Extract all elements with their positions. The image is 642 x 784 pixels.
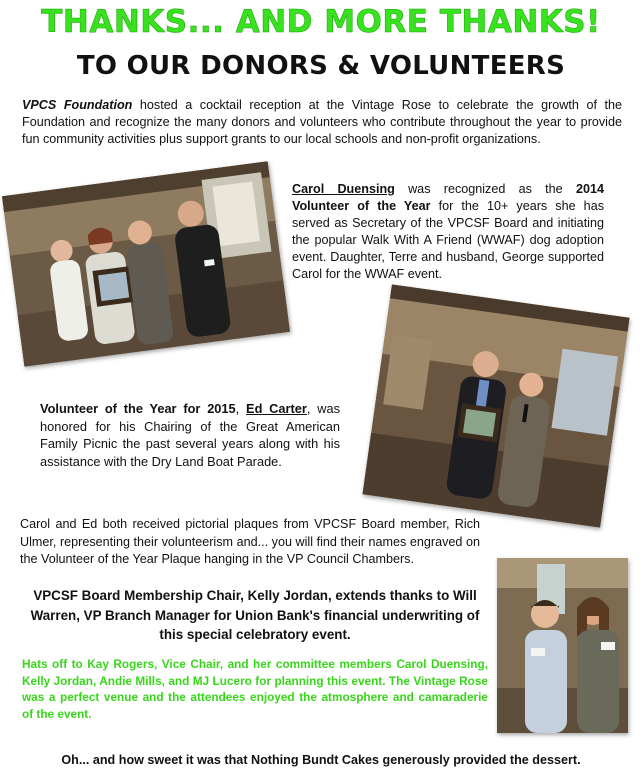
- hats-off-paragraph: Hats off to Kay Rogers, Vice Chair, and her committee members Carol Duensing, Kelly Jordan, Andie Mills, and MJ Lucero for planning this event. The Vintage Rose was a perfect venue and the attendees enjoyed the atmosphere and camaraderie of the event.: [22, 657, 488, 722]
- carol-name: Carol Duensing: [292, 182, 395, 196]
- intro-text: hosted a cocktail reception at the Vintage Rose to celebrate the growth of the Foundation and recognize the many donors and volunteers who contribute throughout the year to provide fun community activities plus support grants to our local schools and non-profit organizations.: [22, 98, 622, 146]
- ed-name: Ed Carter: [246, 401, 307, 416]
- ed-comma: ,: [235, 401, 247, 416]
- ed-paragraph: [40, 400, 340, 470]
- carol-award: 2014 Volunteer of the Year: [292, 182, 604, 213]
- foundation-name: VPCS Foundation: [22, 98, 133, 112]
- carol-paragraph: [292, 181, 604, 283]
- photo-ed-carter-image: [362, 284, 629, 527]
- ed-text: , was honored for his Chairing of the Great American Family Picnic the past several years along with his assistance with the Dry Land Boat Parade.: [40, 401, 340, 469]
- photo-carol-family: [2, 161, 290, 367]
- photo-carol-family-image: [2, 161, 290, 367]
- photo-kelly-will-image: [497, 558, 628, 733]
- footer-note: Oh... and how sweet it was that Nothing Bundt Cakes generously provided the dessert.: [61, 753, 581, 767]
- plaques-paragraph: Carol and Ed both received pictorial plaques from VPCSF Board member, Rich Ulmer, representing their volunteerism and... you will find their names engraved on the Volunteer of the Year Plaque hanging in the VP Council Chambers.: [20, 517, 480, 566]
- page-title: THANKS... AND MORE THANKS!: [41, 4, 601, 40]
- photo-ed-carter: [362, 284, 629, 527]
- page-subtitle: TO OUR DONORS & VOLUNTEERS: [76, 51, 566, 81]
- kelly-paragraph: VPCSF Board Membership Chair, Kelly Jordan, extends thanks to Will Warren, VP Branch Manager for Union Bank's financial underwriting of this special celebratory event.: [30, 588, 480, 642]
- intro-paragraph: [22, 97, 622, 148]
- ed-award: Volunteer of the Year for 2015: [40, 401, 236, 416]
- carol-text-2: for the 10+ years she has served as Secretary of the VPCSF Board and initiating the popular Walk With A Friend (WWAF) dog adoption event. Daughter, Terre and husband, George supported Carol for the WWAF event.: [292, 199, 604, 281]
- photo-kelly-will: [497, 558, 628, 733]
- carol-text-1: was recognized as the: [394, 182, 576, 196]
